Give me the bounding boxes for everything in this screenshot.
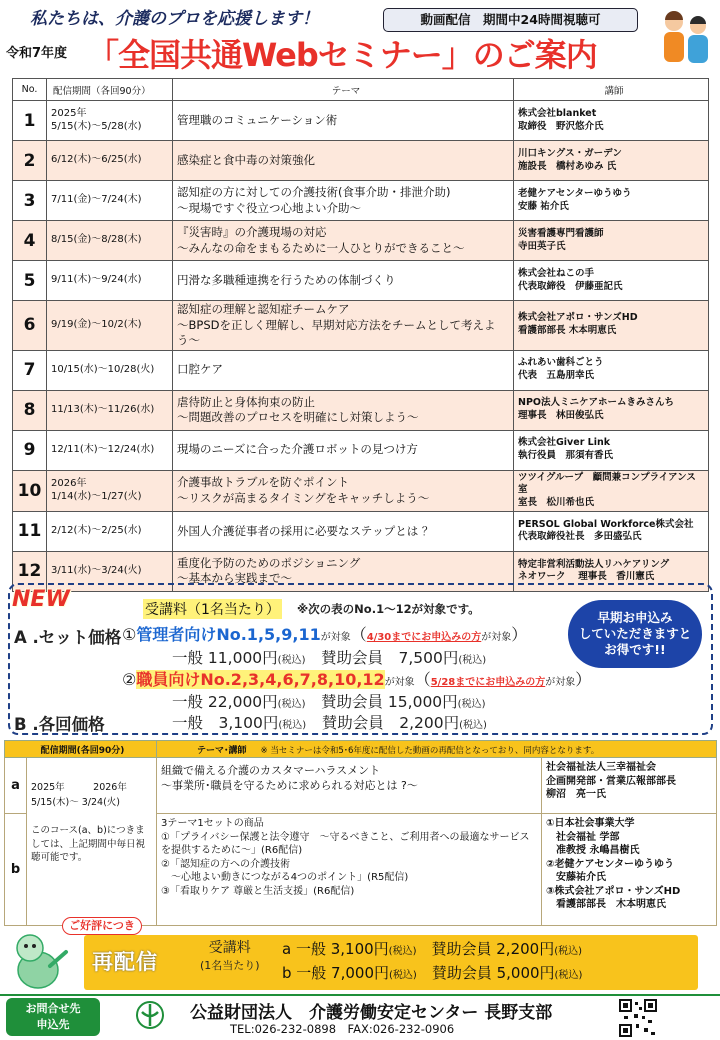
popular-badge: ご好評につき xyxy=(62,917,142,935)
rebroadcast-fee-label xyxy=(200,940,260,974)
table-row xyxy=(13,511,709,551)
col-lecturer: 講師 xyxy=(514,79,709,101)
row-number: 3 xyxy=(13,181,47,221)
course-a-theme: 組織で備える介護のカスタマーハラスメント 〜事業所･職員を守るために求められる対応とは ?〜 xyxy=(157,758,542,814)
re-tax-3: (税込) xyxy=(389,970,417,981)
mgr-mark: ① xyxy=(122,625,137,644)
mgr-member: 賛助会員 7,500円 xyxy=(321,649,459,667)
rebro-col-theme-label: テーマ･講師 xyxy=(197,745,247,756)
row-number: 1 xyxy=(13,101,47,141)
table-row xyxy=(13,350,709,390)
per-session-label: B .各回価格 xyxy=(14,715,105,734)
staff-target: が対象 xyxy=(384,677,415,688)
tax-6: (税込) xyxy=(459,720,487,731)
organization-logo-icon xyxy=(136,1000,164,1030)
table-row xyxy=(13,101,709,141)
row-period: 9/11(木)〜9/24(水) xyxy=(47,261,173,301)
rebroadcast-a-price xyxy=(282,938,582,959)
tax-2: (税込) xyxy=(458,655,487,666)
row-period: 7/11(金)〜7/24(木) xyxy=(47,181,173,221)
row-period: 8/15(金)〜8/28(木) xyxy=(47,221,173,261)
rebro-period-cell xyxy=(27,758,157,926)
row-number: 4 xyxy=(13,221,47,261)
per-session-prices xyxy=(172,711,487,733)
row-theme: 感染症と食中毒の対策強化 xyxy=(173,141,514,181)
staff-set-line: ②職員向けNo.2,3,4,6,7,8,10,12が対象（5/28までにお申込みの方が対象） xyxy=(122,670,592,689)
row-period: 6/12(木)〜6/25(水) xyxy=(47,141,173,181)
row-lecturer: 株式会社blanket 取締役 野沢悠介氏 xyxy=(514,101,709,141)
col-no: No. xyxy=(13,79,47,101)
row-period: 9/19(金)〜10/2(木) xyxy=(47,301,173,351)
table-row xyxy=(13,141,709,181)
table-row xyxy=(13,261,709,301)
rebroadcast-b-price xyxy=(282,962,582,983)
streaming-badge: 動画配信 期間中24時間視聴可 xyxy=(383,8,638,32)
row-period: 12/11(木)〜12/24(水) xyxy=(47,430,173,470)
table-row xyxy=(13,181,709,221)
seminar-schedule-table xyxy=(12,78,709,592)
staff-prices xyxy=(172,690,485,712)
course-b-theme: 3テーマ1セットの商品 ①「プライバシー保護と法令遵守 〜守るべきこと、ご利用者への最適なサービスを提供するために〜」(R6配信) ②「認知症の方への介護技術 〜心地よい動きにつながる4つのポイント」(R5配信) ③「看取りケア 尊厳と生活支援」(R6配信) xyxy=(157,814,542,926)
tagline: 私たちは、介護のプロを応援します！ xyxy=(30,9,319,29)
re-fee-label: 受講料 xyxy=(208,940,251,956)
row-lecturer: ふれあい歯科ごとう 代表 五島朋幸氏 xyxy=(514,350,709,390)
row-theme: 認知症の理解と認知症チームケア 〜BPSDを正しく理解し、早期対応方法をチームとして考えよう〜 xyxy=(173,301,514,351)
rebro-dates: 5/15(木)〜 3/24(火) xyxy=(31,797,121,809)
tax-5: (税込) xyxy=(278,720,307,731)
row-period: 11/13(木)〜11/26(水) xyxy=(47,390,173,430)
table-row xyxy=(13,470,709,511)
rebroadcast-table xyxy=(4,740,717,926)
row-theme: 管理職のコミュニケーション術 xyxy=(173,101,514,141)
page-title: 「全国共通Webセミナー」のご案内 xyxy=(87,36,597,74)
row-number: 6 xyxy=(13,301,47,351)
row-lecturer: 株式会社アポロ・サンズHD 看護部部長 木本明恵氏 xyxy=(514,301,709,351)
staff-set: 職員向けNo.2,3,4,6,7,8,10,12 xyxy=(136,670,385,689)
rebroadcast-title: 再配信 xyxy=(92,950,158,974)
contact-label: お問合せ先 申込先 xyxy=(6,998,100,1036)
fee-label: 受講料（1名当たり） xyxy=(143,599,282,619)
re-tax-4: (税込) xyxy=(554,970,583,981)
row-lecturer: NPO法人ミニケアホームきみさんち 理事長 林田俊弘氏 xyxy=(514,390,709,430)
table-row xyxy=(13,390,709,430)
row-lecturer: 株式会社Giver Link 執行役員 那須有香氏 xyxy=(514,430,709,470)
mgr-set: 管理者向けNo.1,5,9,11 xyxy=(136,625,321,644)
manager-prices xyxy=(172,646,486,668)
contact-phone-fax: TEL:026-232-0898 FAX:026-232-0906 xyxy=(230,1022,455,1036)
mgr-deadline: 4/30までにお申込みの方 xyxy=(366,632,482,643)
tax-3: (税込) xyxy=(277,699,306,710)
mascot-icon xyxy=(6,930,76,992)
row-theme: 外国人介護従事者の採用に必要なステップとは ？ xyxy=(173,511,514,551)
re-a-general: a 一般 3,100円 xyxy=(282,940,389,958)
mgr-tail: が対象 xyxy=(481,632,512,643)
tax-1: (税込) xyxy=(277,655,306,666)
row-period: 3/11(水)〜3/24(火) xyxy=(47,551,173,591)
row-lecturer: 川口キングス・ガーデン 施設長 橋村あゆみ 氏 xyxy=(514,141,709,181)
staff-general: 一般 22,000円 xyxy=(172,693,278,711)
row-lecturer: PERSOL Global Workforce株式会社 代表取締役社長 多田盛弘氏 xyxy=(514,511,709,551)
row-theme: 現場のニーズに合った介護ロボットの見つけ方 xyxy=(173,430,514,470)
rebro-col-period: 配信期間(各回90分) xyxy=(5,741,157,758)
organization-name: 公益財団法人 介護労働安定センター 長野支部 xyxy=(190,1003,553,1023)
row-number: 10 xyxy=(13,470,47,511)
staff-tail: が対象 xyxy=(545,677,576,688)
course-b-lecturer: ①日本社会事業大学 社会福祉 学部 准教授 永嶋昌樹氏 ②老健ケアセンターゆうゆう 安藤祐介氏 ③株式会社アポロ・サンズHD 看護部部長 木本明恵氏 xyxy=(542,814,717,926)
row-lecturer: 特定非営利活動法人リハケアリング ネオワーク 理事長 香川憲氏 xyxy=(514,551,709,591)
row-number: 7 xyxy=(13,350,47,390)
tax-4: (税込) xyxy=(457,699,486,710)
per-member: 賛助会員 2,200円 xyxy=(321,714,460,732)
row-theme: 認知症の方に対しての介護技術(食事介助・排泄介助) 〜現場ですぐ役立つ心地よい介助〜 xyxy=(173,181,514,221)
mgr-general: 一般 11,000円 xyxy=(172,649,278,667)
table-row xyxy=(13,221,709,261)
row-number: 2 xyxy=(13,141,47,181)
re-a-member: 賛助会員 2,200円 xyxy=(431,940,555,958)
row-period: 2026年 1/14(水)〜1/27(火) xyxy=(47,470,173,511)
course-a-lecturer: 社会福祉法人三幸福祉会 企画開発部・営業広報部部長 柳沼 亮一氏 xyxy=(542,758,717,814)
fiscal-year: 令和7年度 xyxy=(6,46,68,61)
staff-member: 賛助会員 15,000円 xyxy=(321,693,458,711)
row-period: 2/12(木)〜2/25(水) xyxy=(47,511,173,551)
re-b-general: b 一般 7,000円 xyxy=(282,964,389,982)
new-badge: NEW xyxy=(12,587,70,612)
mgr-target: が対象 xyxy=(320,632,351,643)
rebro-col-theme xyxy=(157,741,717,758)
row-theme: 介護事故トラブルを防ぐポイント 〜リスクが高まるタイミングをキャッチしよう〜 xyxy=(173,470,514,511)
early-bird-badge: 早期お申込み していただきますと お得です!! xyxy=(568,600,702,668)
table-row xyxy=(13,430,709,470)
re-fee-sub: (1名当たり) xyxy=(200,959,260,972)
row-lecturer: 老健ケアセンターゆうゆう 安藤 祐介氏 xyxy=(514,181,709,221)
manager-set-line: ①管理者向けNo.1,5,9,11が対象（4/30までにお申込みの方が対象） xyxy=(122,625,528,644)
rebro-years: 2025年 2026年 xyxy=(31,782,127,793)
re-tax-1: (税込) xyxy=(388,946,417,957)
row-number: 11 xyxy=(13,511,47,551)
people-illustration-icon xyxy=(656,6,714,70)
row-theme: 重度化予防のためのポジショニング 〜基本から実践まで〜 xyxy=(173,551,514,591)
row-number: 9 xyxy=(13,430,47,470)
rebro-note: ※ 当セミナーは令和5･6年度に配信した動画の再配信となっており、同内容となります。 xyxy=(260,745,600,756)
re-tax-2: (税込) xyxy=(554,946,583,957)
col-period: 配信期間（各回90分） xyxy=(47,79,173,101)
row-lecturer: 災害看護専門看護師 寺田英子氏 xyxy=(514,221,709,261)
staff-mark: ② xyxy=(122,670,137,689)
row-number: 5 xyxy=(13,261,47,301)
row-theme: 『災害時』の介護現場の対応 〜みんなの命をまもるために一人ひとりができること〜 xyxy=(173,221,514,261)
table-row xyxy=(13,301,709,351)
fee-note: ※次の表のNo.1〜12が対象です。 xyxy=(297,602,480,616)
staff-deadline: 5/28までにお申込みの方 xyxy=(430,677,546,688)
course-a-label: a xyxy=(5,758,27,814)
row-period: 2025年 5/15(木)〜5/28(水) xyxy=(47,101,173,141)
row-theme: 虐待防止と身体拘束の防止 〜問題改善のプロセスを明確にし対策しよう〜 xyxy=(173,390,514,430)
row-number: 8 xyxy=(13,390,47,430)
row-number: 12 xyxy=(13,551,47,591)
row-theme: 口腔ケア xyxy=(173,350,514,390)
row-period: 10/15(水)〜10/28(火) xyxy=(47,350,173,390)
re-b-member: 賛助会員 5,000円 xyxy=(431,964,555,982)
rebro-course-note: このコース(a、b)につきましては、上記期間中毎日視聴可能です。 xyxy=(31,825,146,863)
col-theme: テーマ xyxy=(173,79,514,101)
row-lecturer: ツツイグループ 顧問兼コンプライアンス室 室長 松川希也氏 xyxy=(514,470,709,511)
row-theme: 円滑な多職種連携を行うための体制づくり xyxy=(173,261,514,301)
per-general: 一般 3,100円 xyxy=(172,714,279,732)
qr-code-icon[interactable] xyxy=(618,998,658,1038)
course-b-label: b xyxy=(5,814,27,926)
row-lecturer: 株式会社ねこの手 代表取締役 伊藤亜記氏 xyxy=(514,261,709,301)
set-price-label: A .セット価格 xyxy=(14,628,122,647)
